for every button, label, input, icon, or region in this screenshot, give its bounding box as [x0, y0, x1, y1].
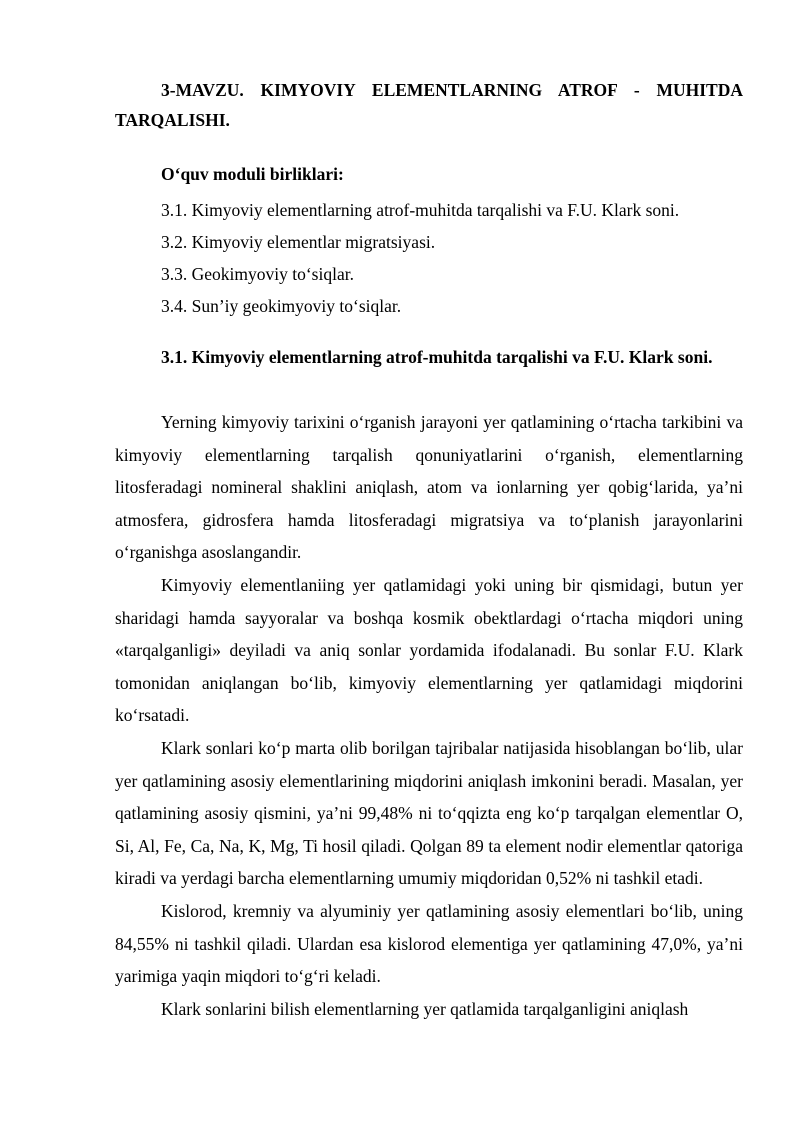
paragraph: Kislorod, kremniy va alyuminiy yer qatlamining asosiy elementlari bo‘lib, uning 84,55% ni tashkil qiladi. Ulardan esa kislorod elementiga yer qatlamining 47,0%, ya’ni yarimiga yaqin miqdori to‘g‘ri keladi. [115, 900, 743, 987]
paragraph: Klark sonlari ko‘p marta olib borilgan tajribalar natijasida hisoblangan bo‘lib, ular yer qatlamining asosiy elementlarining miqdorini aniqlash imkonini beradi. Masalan, yer qatlamining asosiy qismini, ya’ni 99,48% ni to‘qqizta eng ko‘p tarqalgan elementlar O, Si, Al, Fe, Ca, Na, K, Mg, Ti hosil qiladi. Qolgan 89 ta element nodir elementlar qatoriga kiradi va yerdagi barcha elementlarning umumiy miqdoridan 0,52% ni tashkil etadi. [115, 737, 743, 889]
paragraph: Kimyoviy elementlaniing yer qatlamidagi yoki uning bir qismidagi, butun yer sharidagi hamda sayyoralar va boshqa kosmik obektlardagi o‘rtacha miqdori uning «tarqalganligi» deyiladi va aniq sonlar yordamida ifodalanadi. Bu sonlar F.U. Klark tomonidan aniqlangan bo‘lib, kimyoviy elementlarning yer qatlamidagi miqdorini ko‘rsatadi. [115, 574, 743, 726]
chapter-title: 3-MAVZU. KIMYOVIY ELEMENTLARNING ATROF - MUHITDA TARQALISHI. [115, 80, 743, 130]
section-heading: 3.1. Kimyoviy elementlarning atrof-muhitda tarqalishi va F.U. Klark soni. [161, 347, 713, 367]
module-unit-item: 3.3. Geokimyoviy to‘siqlar. [161, 264, 354, 284]
module-unit-item: 3.1. Kimyoviy elementlarning atrof-muhitda tarqalishi va F.U. Klark soni. [161, 200, 680, 220]
paragraph: Yerning kimyoviy tarixini o‘rganish jarayoni yer qatlamining o‘rtacha tarkibini va kimyoviy elementlarning tarqalish qonuniyatlarini o‘rganish, elementlarning litosferadagi nomineral shaklini aniqlash, atom va ionlarning yer qobig‘larida, ya’ni atmosfera, gidrosfera hamda litosferadagi migratsiya va to‘planish jarayonlarini o‘rganishga asoslangandir. [115, 412, 743, 563]
module-units-list [161, 194, 679, 322]
paragraph: Klark sonlarini bilish elementlarning yer qatlamida tarqalganligini aniqlash [161, 998, 689, 1019]
module-unit-item: 3.4. Sun’iy geokimyoviy to‘siqlar. [161, 296, 402, 316]
module-units-heading: O‘quv moduli birliklari: [161, 164, 344, 184]
module-unit-item: 3.2. Kimyoviy elementlar migratsiyasi. [161, 232, 436, 252]
body-text [115, 406, 743, 1025]
